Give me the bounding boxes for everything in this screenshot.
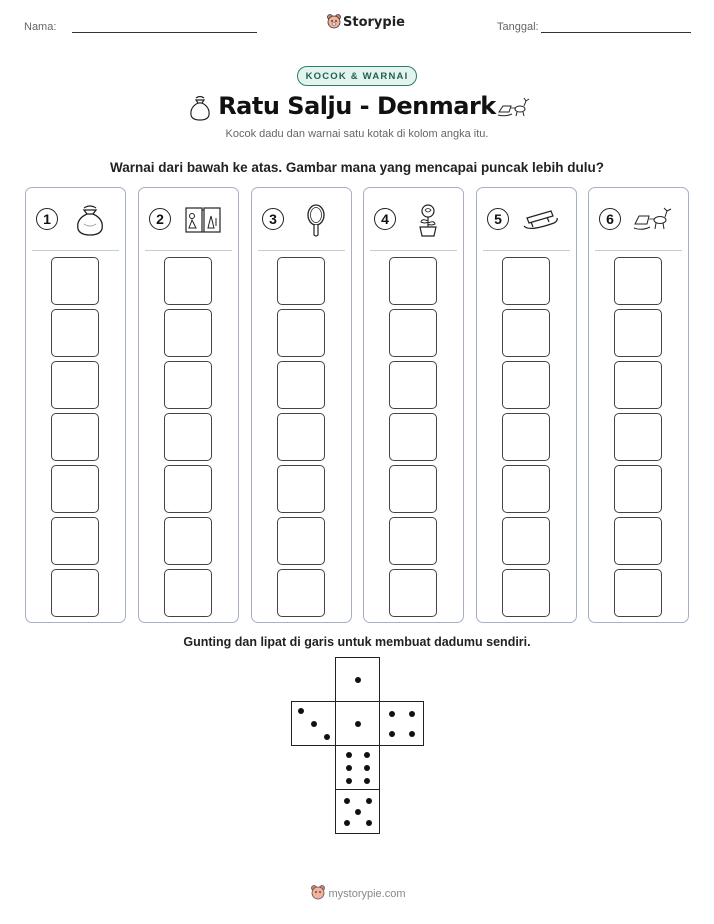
color-box[interactable] [389,361,437,409]
dice-pip [324,734,330,740]
column-divider [370,250,457,251]
reindeer-sleigh-icon [633,202,673,238]
dice-face-1[interactable] [335,657,380,702]
column-3 [251,187,352,623]
column-number: 1 [36,208,58,230]
coloring-instruction: Warnai dari bawah ke atas. Gambar mana yang mencapai puncak lebih dulu? [110,160,604,175]
dice-face-4[interactable] [379,701,424,746]
column-5 [476,187,577,623]
page-title: Ratu Salju - Denmark [218,92,496,120]
color-box[interactable] [389,413,437,461]
dice-face-1[interactable] [335,701,380,746]
dice-face-3[interactable] [291,701,336,746]
dice-pip [364,752,370,758]
dice-pip [409,711,415,717]
color-box[interactable] [614,361,662,409]
mirror-icon [296,202,336,238]
color-box[interactable] [389,257,437,305]
color-box[interactable] [164,465,212,513]
column-1 [25,187,126,623]
column-divider [32,250,119,251]
column-number: 3 [262,208,284,230]
dice-pip [298,708,304,714]
color-box[interactable] [164,517,212,565]
column-divider [145,250,232,251]
color-box[interactable] [277,517,325,565]
dice-face-6[interactable] [335,745,380,790]
color-box[interactable] [164,361,212,409]
color-box[interactable] [51,309,99,357]
color-box[interactable] [389,309,437,357]
dice-pip [355,677,361,683]
dice-pip [355,721,361,727]
color-box[interactable] [51,257,99,305]
dice-pip [366,798,372,804]
column-number: 2 [149,208,171,230]
color-box[interactable] [502,257,550,305]
color-box[interactable] [614,309,662,357]
color-box[interactable] [164,309,212,357]
color-box[interactable] [51,361,99,409]
color-box[interactable] [389,465,437,513]
color-box[interactable] [277,361,325,409]
dice-pip [389,711,395,717]
dice-pip [389,731,395,737]
name-label: Nama: [24,21,57,33]
color-box[interactable] [502,517,550,565]
column-divider [595,250,682,251]
dice-pip [346,778,352,784]
color-box[interactable] [277,569,325,617]
footer-url[interactable]: mystorypie.com [328,888,406,900]
dice-pip [409,731,415,737]
color-box[interactable] [389,517,437,565]
dice-pip [346,752,352,758]
color-box[interactable] [277,257,325,305]
color-box[interactable] [51,517,99,565]
date-line[interactable] [541,32,691,33]
name-line[interactable] [72,32,257,33]
column-6 [588,187,689,623]
color-box[interactable] [51,413,99,461]
color-box[interactable] [614,569,662,617]
column-4 [363,187,464,623]
color-box[interactable] [51,465,99,513]
dice-face-5[interactable] [335,789,380,834]
storypie-logo-icon [326,13,342,29]
dice-pip [346,765,352,771]
column-2 [138,187,239,623]
cut-instruction: Gunting dan lipat di garis untuk membuat dadumu sendiri. [183,635,531,649]
dice-pip [364,765,370,771]
color-box[interactable] [277,465,325,513]
dice-pip [355,809,361,815]
brand-name: Storypie [343,15,405,30]
dice-pip [366,820,372,826]
sack-icon [70,202,110,238]
color-box[interactable] [502,569,550,617]
color-box[interactable] [502,465,550,513]
sled-icon [521,202,561,238]
color-box[interactable] [614,517,662,565]
date-label: Tanggal: [497,21,539,33]
color-box[interactable] [502,361,550,409]
column-number: 6 [599,208,621,230]
color-box[interactable] [614,413,662,461]
activity-badge: KOCOK & WARNAI [297,66,417,86]
dice-pip [344,820,350,826]
reindeer-sleigh-icon [497,96,531,118]
column-divider [483,250,570,251]
color-box[interactable] [614,257,662,305]
color-box[interactable] [277,413,325,461]
rose-pot-icon [408,202,448,238]
color-box[interactable] [277,309,325,357]
page-subtitle: Kocok dadu dan warnai satu kotak di kolom angka itu. [225,128,489,140]
color-box[interactable] [502,309,550,357]
column-number: 4 [374,208,396,230]
column-number: 5 [487,208,509,230]
color-box[interactable] [164,569,212,617]
dice-pip [344,798,350,804]
dice-pip [311,721,317,727]
color-box[interactable] [164,257,212,305]
color-box[interactable] [164,413,212,461]
color-box[interactable] [389,569,437,617]
dice-pip [364,778,370,784]
color-box[interactable] [614,465,662,513]
storybook-icon [183,202,223,238]
color-box[interactable] [502,413,550,461]
color-box[interactable] [51,569,99,617]
column-divider [258,250,345,251]
